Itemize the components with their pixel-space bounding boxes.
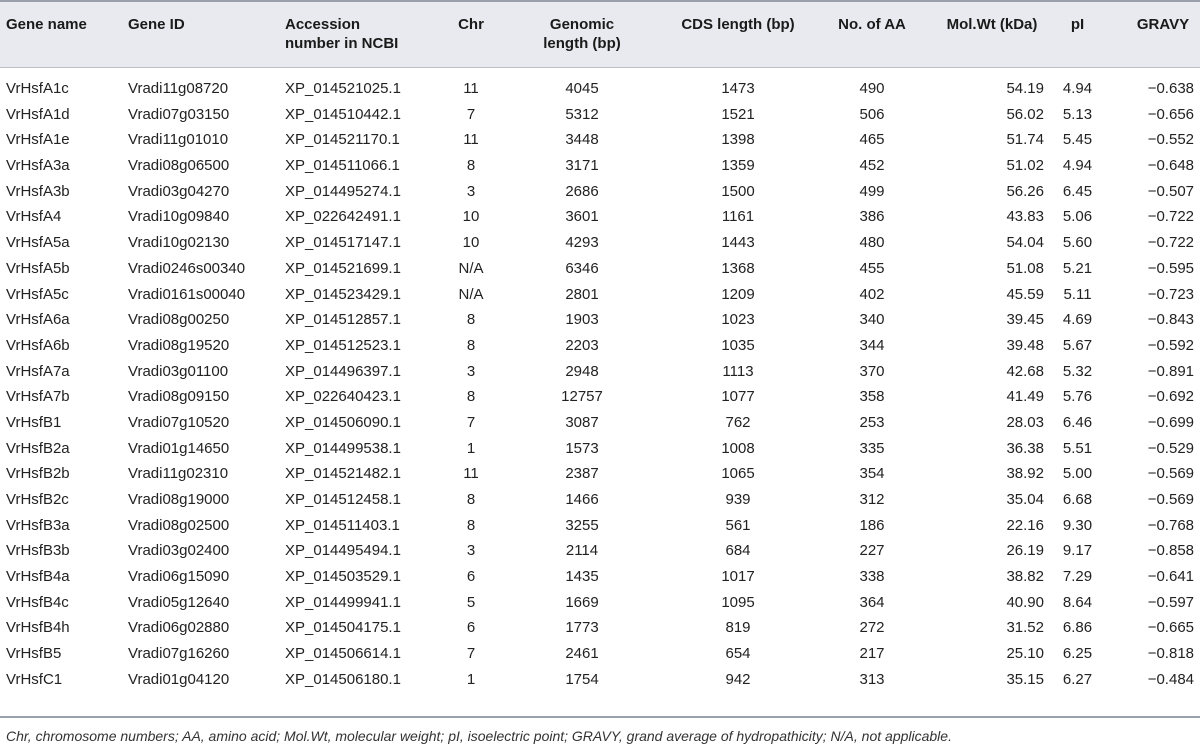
cell-cds-len: 1398	[721, 131, 755, 149]
cell-gravy: −0.768	[1147, 516, 1194, 534]
cell-accession: XP_014495274.1	[285, 182, 401, 200]
cell-no-aa: 490	[859, 80, 885, 97]
cell-cds-len: 1008	[721, 439, 755, 457]
table-bottom-rule	[0, 716, 1200, 718]
cell-gene-name: VrHsfA1c	[6, 80, 69, 97]
table-row	[0, 461, 1200, 487]
cell-chr: 8	[466, 311, 476, 329]
cell-cds-len: 1443	[721, 234, 755, 252]
table-row	[0, 333, 1200, 359]
cell-pi: 6.27	[1062, 670, 1093, 688]
column-header: pI	[1070, 16, 1085, 33]
cell-genomic-len: 3255	[565, 516, 599, 534]
cell-gene-id: Vradi08g09150	[128, 388, 230, 406]
cell-gene-name: VrHsfA7b	[6, 388, 70, 406]
cell-genomic-len: 1435	[565, 568, 599, 586]
cell-cds-len: 1113	[722, 362, 754, 380]
cell-accession: XP_014521699.1	[285, 259, 401, 277]
cell-accession: XP_014495494.1	[285, 542, 401, 560]
cell-pi: 5.51	[1062, 439, 1093, 457]
cell-no-aa: 340	[859, 311, 885, 329]
table-header	[0, 0, 1200, 68]
cell-gravy: −0.818	[1147, 645, 1194, 663]
table-row	[0, 307, 1200, 333]
cell-cds-len: 1359	[721, 157, 755, 175]
cell-pi: 6.86	[1062, 619, 1093, 637]
cell-gene-id: Vradi07g03150	[128, 105, 230, 123]
cell-gene-name: VrHsfA3b	[6, 182, 70, 200]
cell-gravy: −0.722	[1147, 234, 1194, 252]
table-body	[0, 76, 1200, 693]
cell-gravy: −0.648	[1147, 157, 1194, 175]
cell-no-aa: 506	[859, 105, 885, 123]
cell-mol-wt: 54.04	[1006, 234, 1044, 252]
cell-gene-id: Vradi0161s00040	[128, 285, 246, 303]
cell-no-aa: 272	[859, 619, 885, 637]
cell-pi: 5.45	[1062, 131, 1093, 149]
cell-cds-len: 1095	[721, 593, 755, 611]
cell-gene-name: VrHsfA7a	[6, 362, 70, 380]
cell-mol-wt: 22.16	[1006, 516, 1044, 534]
cell-pi: 5.21	[1062, 259, 1093, 277]
cell-gravy: −0.699	[1147, 413, 1194, 431]
cell-chr: 5	[466, 593, 476, 611]
cell-accession: XP_014499941.1	[285, 593, 401, 611]
table-row	[0, 102, 1200, 128]
cell-gravy: −0.569	[1147, 465, 1194, 483]
cell-cds-len: 942	[725, 670, 751, 688]
cell-mol-wt: 31.52	[1006, 619, 1044, 637]
cell-gene-name: VrHsfC1	[6, 670, 63, 688]
cell-gene-name: VrHsfA6a	[6, 311, 70, 329]
cell-no-aa: 344	[859, 336, 885, 354]
cell-pi: 6.25	[1062, 645, 1093, 663]
cell-gene-name: VrHsfA5c	[6, 285, 69, 303]
cell-accession: XP_014499538.1	[285, 439, 401, 457]
table-row	[0, 153, 1200, 179]
cell-pi: 4.94	[1062, 157, 1093, 175]
cell-gene-id: Vradi08g06500	[128, 157, 230, 175]
cell-pi: 6.68	[1062, 491, 1093, 508]
cell-gene-name: VrHsfA1d	[6, 105, 70, 123]
cell-cds-len: 1017	[721, 568, 755, 586]
cell-accession: XP_014496397.1	[285, 362, 401, 380]
cell-mol-wt: 54.19	[1006, 80, 1044, 97]
table-row	[0, 410, 1200, 436]
cell-gene-name: VrHsfB5	[6, 645, 62, 663]
cell-mol-wt: 26.19	[1006, 542, 1044, 560]
cell-no-aa: 358	[859, 388, 885, 406]
cell-cds-len: 561	[725, 516, 751, 534]
cell-genomic-len: 5312	[565, 105, 599, 123]
cell-genomic-len: 4045	[565, 80, 599, 97]
cell-gravy: −0.722	[1147, 208, 1194, 226]
cell-chr: 8	[466, 157, 476, 175]
cell-gravy: −0.656	[1147, 105, 1194, 123]
cell-accession: XP_022642491.1	[285, 208, 401, 226]
cell-gene-name: VrHsfB4c	[6, 593, 69, 611]
cell-mol-wt: 51.08	[1006, 259, 1044, 277]
cell-pi: 7.29	[1062, 568, 1093, 586]
cell-chr: 3	[466, 182, 476, 200]
cell-chr: 11	[463, 131, 479, 149]
cell-gene-name: VrHsfB2b	[6, 465, 70, 483]
cell-gene-name: VrHsfB4a	[6, 568, 70, 586]
cell-no-aa: 364	[859, 593, 885, 611]
column-header: CDS length (bp)	[681, 16, 795, 33]
cell-no-aa: 386	[859, 208, 885, 226]
cell-pi: 4.69	[1062, 311, 1093, 329]
cell-gravy: −0.641	[1147, 568, 1194, 586]
cell-gene-id: Vradi08g19000	[128, 491, 230, 508]
table-row	[0, 564, 1200, 590]
cell-genomic-len: 3601	[565, 208, 599, 226]
column-header: Gene ID	[128, 16, 185, 33]
cell-mol-wt: 36.38	[1006, 439, 1044, 457]
cell-gene-name: VrHsfA1e	[6, 131, 70, 149]
cell-genomic-len: 2801	[565, 285, 599, 303]
cell-gene-id: Vradi07g10520	[128, 413, 230, 431]
cell-genomic-len: 12757	[561, 388, 603, 406]
cell-accession: XP_014523429.1	[285, 285, 401, 303]
cell-genomic-len: 2114	[565, 542, 599, 560]
cell-gravy: −0.665	[1147, 619, 1194, 637]
table-row	[0, 76, 1200, 102]
column-header: GRAVY	[1136, 16, 1190, 33]
cell-gravy: −0.592	[1147, 336, 1194, 354]
cell-accession: XP_014517147.1	[285, 234, 401, 252]
cell-gene-name: VrHsfA5a	[6, 234, 70, 252]
cell-cds-len: 1473	[721, 80, 755, 97]
cell-genomic-len: 1754	[565, 670, 599, 688]
cell-accession: XP_014503529.1	[285, 568, 401, 586]
cell-gene-name: VrHsfB1	[6, 413, 62, 431]
cell-cds-len: 1065	[721, 465, 755, 483]
cell-gene-id: Vradi0246s00340	[128, 259, 246, 277]
cell-gene-name: VrHsfA5b	[6, 259, 70, 277]
cell-chr: 8	[466, 516, 476, 534]
cell-accession: XP_014506090.1	[285, 413, 401, 431]
cell-mol-wt: 39.45	[1006, 311, 1044, 329]
cell-accession: XP_014521025.1	[285, 80, 401, 97]
cell-cds-len: 1500	[721, 182, 755, 200]
cell-gene-id: Vradi06g15090	[128, 568, 230, 586]
cell-genomic-len: 1903	[565, 311, 599, 329]
cell-gene-id: Vradi08g00250	[128, 311, 230, 329]
cell-pi: 5.32	[1062, 362, 1093, 380]
cell-cds-len: 1368	[721, 259, 755, 277]
cell-no-aa: 253	[859, 413, 885, 431]
cell-pi: 8.64	[1062, 593, 1093, 611]
cell-genomic-len: 3087	[565, 413, 599, 431]
cell-chr: 6	[466, 568, 476, 586]
cell-gene-name: VrHsfA6b	[6, 336, 70, 354]
cell-cds-len: 762	[725, 413, 751, 431]
cell-accession: XP_014521170.1	[285, 131, 400, 149]
table-row	[0, 487, 1200, 513]
cell-mol-wt: 43.83	[1006, 208, 1044, 226]
cell-no-aa: 499	[859, 182, 885, 200]
cell-gene-id: Vradi11g08720	[128, 80, 229, 97]
cell-gene-name: VrHsfB3a	[6, 516, 70, 534]
cell-mol-wt: 51.74	[1006, 131, 1044, 149]
cell-accession: XP_022640423.1	[285, 388, 401, 406]
column-header: No. of AA	[838, 16, 906, 33]
cell-accession: XP_014506180.1	[285, 670, 401, 688]
cell-cds-len: 1209	[721, 285, 755, 303]
cell-chr: 10	[462, 208, 480, 226]
cell-genomic-len: 2461	[565, 645, 599, 663]
cell-genomic-len: 2203	[565, 336, 599, 354]
cell-gravy: −0.552	[1147, 131, 1194, 149]
cell-gravy: −0.484	[1147, 670, 1194, 688]
table-row	[0, 179, 1200, 205]
cell-accession: XP_014506614.1	[285, 645, 401, 663]
cell-gene-id: Vradi01g04120	[128, 670, 230, 688]
table-row	[0, 256, 1200, 282]
table-row	[0, 204, 1200, 230]
cell-pi: 4.94	[1062, 80, 1093, 97]
cell-chr: 7	[466, 645, 476, 663]
cell-accession: XP_014504175.1	[285, 619, 401, 637]
cell-gene-id: Vradi10g02130	[128, 234, 230, 252]
cell-accession: XP_014512523.1	[285, 336, 401, 354]
cell-cds-len: 819	[725, 619, 751, 637]
cell-mol-wt: 41.49	[1006, 388, 1044, 406]
cell-pi: 5.13	[1062, 105, 1093, 123]
cell-pi: 6.45	[1062, 182, 1093, 200]
cell-mol-wt: 28.03	[1006, 413, 1044, 431]
cell-mol-wt: 56.02	[1006, 105, 1044, 123]
cell-gene-name: VrHsfA4	[6, 208, 62, 226]
cell-mol-wt: 39.48	[1006, 336, 1044, 354]
cell-mol-wt: 35.15	[1006, 670, 1044, 688]
cell-gene-id: Vradi01g14650	[128, 439, 230, 457]
cell-pi: 6.46	[1062, 413, 1093, 431]
column-header: Genomic length (bp)	[543, 16, 621, 52]
cell-chr: 8	[466, 388, 476, 406]
table-row	[0, 615, 1200, 641]
cell-pi: 9.30	[1062, 516, 1093, 534]
cell-gene-id: Vradi05g12640	[128, 593, 230, 611]
cell-mol-wt: 51.02	[1006, 157, 1044, 175]
cell-pi: 5.00	[1062, 465, 1093, 483]
cell-gravy: −0.723	[1147, 285, 1194, 303]
cell-no-aa: 354	[859, 465, 885, 483]
cell-no-aa: 480	[859, 234, 885, 252]
cell-gene-id: Vradi08g19520	[128, 336, 230, 354]
cell-gene-id: Vradi06g02880	[128, 619, 230, 637]
cell-chr: 11	[463, 80, 479, 97]
cell-accession: XP_014512857.1	[285, 311, 401, 329]
cell-chr: 3	[466, 542, 476, 560]
table-row	[0, 230, 1200, 256]
cell-gene-id: Vradi11g01010	[128, 131, 229, 149]
cell-gene-id: Vradi10g09840	[128, 208, 230, 226]
cell-genomic-len: 3171	[565, 157, 599, 175]
cell-chr: 8	[466, 491, 476, 508]
column-header: Mol.Wt (kDa)	[946, 16, 1038, 33]
cell-chr: N/A	[458, 285, 484, 303]
cell-genomic-len: 1466	[565, 491, 599, 508]
cell-chr: 6	[466, 619, 476, 637]
cell-cds-len: 1023	[721, 311, 755, 329]
cell-gravy: −0.529	[1147, 439, 1194, 457]
cell-gene-name: VrHsfB3b	[6, 542, 70, 560]
cell-mol-wt: 42.68	[1006, 362, 1044, 380]
cell-chr: 7	[466, 105, 476, 123]
cell-chr: 8	[466, 336, 476, 354]
table-row	[0, 590, 1200, 616]
cell-gravy: −0.858	[1147, 542, 1194, 560]
cell-gravy: −0.595	[1147, 259, 1194, 277]
cell-pi: 9.17	[1062, 542, 1093, 560]
cell-no-aa: 338	[859, 568, 885, 586]
cell-cds-len: 1077	[721, 388, 755, 406]
cell-mol-wt: 25.10	[1006, 645, 1044, 663]
table-row	[0, 127, 1200, 153]
column-header: Gene name	[6, 16, 87, 33]
table-row	[0, 359, 1200, 385]
cell-pi: 5.67	[1062, 336, 1093, 354]
table-row	[0, 282, 1200, 308]
cell-chr: 1	[466, 439, 476, 457]
cell-cds-len: 654	[725, 645, 751, 663]
cell-gravy: −0.638	[1147, 80, 1194, 97]
cell-mol-wt: 35.04	[1006, 491, 1044, 508]
cell-gravy: −0.843	[1147, 311, 1194, 329]
cell-genomic-len: 3448	[565, 131, 599, 149]
cell-no-aa: 227	[859, 542, 885, 560]
cell-no-aa: 313	[859, 670, 885, 688]
cell-mol-wt: 40.90	[1006, 593, 1044, 611]
cell-accession: XP_014511066.1	[285, 157, 400, 175]
cell-pi: 5.60	[1062, 234, 1093, 252]
cell-cds-len: 1161	[721, 208, 755, 226]
cell-gravy: −0.569	[1147, 491, 1194, 508]
cell-gene-id: Vradi11g02310	[128, 465, 229, 483]
cell-genomic-len: 1573	[565, 439, 599, 457]
cell-genomic-len: 2387	[565, 465, 599, 483]
cell-no-aa: 370	[859, 362, 885, 380]
cell-gravy: −0.597	[1147, 593, 1194, 611]
cell-pi: 5.76	[1062, 388, 1093, 406]
cell-genomic-len: 1669	[565, 593, 599, 611]
cell-no-aa: 465	[859, 131, 885, 149]
table-row	[0, 436, 1200, 462]
cell-chr: 11	[463, 465, 479, 483]
cell-pi: 5.11	[1063, 285, 1092, 303]
cell-genomic-len: 6346	[565, 259, 599, 277]
table-row	[0, 641, 1200, 667]
cell-gene-id: Vradi03g01100	[128, 362, 229, 380]
table-footnote: Chr, chromosome numbers; AA, amino acid; Mol.Wt, molecular weight; pI, isoelectric point; GRAVY, grand average of hydropathicity; N/A, not applicable.	[6, 728, 952, 744]
cell-gene-id: Vradi03g02400	[128, 542, 230, 560]
cell-chr: N/A	[458, 259, 484, 277]
column-header: Chr	[458, 16, 484, 33]
cell-no-aa: 312	[859, 491, 885, 508]
cell-gene-name: VrHsfB2c	[6, 491, 69, 508]
table-row	[0, 513, 1200, 539]
cell-accession: XP_014512458.1	[285, 491, 401, 508]
cell-gene-id: Vradi08g02500	[128, 516, 230, 534]
cell-mol-wt: 38.92	[1006, 465, 1044, 483]
cell-cds-len: 684	[725, 542, 751, 560]
cell-gene-id: Vradi03g04270	[128, 182, 230, 200]
cell-accession: XP_014510442.1	[285, 105, 401, 123]
cell-gene-id: Vradi07g16260	[128, 645, 230, 663]
cell-mol-wt: 56.26	[1006, 182, 1044, 200]
cell-gene-name: VrHsfB2a	[6, 439, 70, 457]
cell-chr: 3	[466, 362, 476, 380]
cell-chr: 1	[466, 670, 476, 688]
cell-no-aa: 402	[859, 285, 885, 303]
cell-accession: XP_014521482.1	[285, 465, 401, 483]
table-row	[0, 667, 1200, 693]
table-row	[0, 384, 1200, 410]
cell-genomic-len: 1773	[565, 619, 599, 637]
cell-gene-name: VrHsfB4h	[6, 619, 70, 637]
cell-gravy: −0.507	[1147, 182, 1194, 200]
cell-chr: 7	[466, 413, 476, 431]
cell-mol-wt: 45.59	[1006, 285, 1044, 303]
cell-pi: 5.06	[1062, 208, 1093, 226]
cell-no-aa: 186	[859, 516, 885, 534]
cell-genomic-len: 2686	[565, 182, 599, 200]
cell-mol-wt: 38.82	[1006, 568, 1044, 586]
cell-accession: XP_014511403.1	[285, 516, 400, 534]
cell-gravy: −0.692	[1147, 388, 1194, 406]
cell-chr: 10	[462, 234, 480, 252]
cell-gravy: −0.891	[1147, 362, 1194, 380]
cell-genomic-len: 4293	[565, 234, 599, 252]
table-row	[0, 538, 1200, 564]
cell-no-aa: 217	[859, 645, 885, 663]
cell-cds-len: 939	[725, 491, 751, 508]
cell-gene-name: VrHsfA3a	[6, 157, 70, 175]
cell-no-aa: 452	[859, 157, 885, 175]
cell-cds-len: 1035	[721, 336, 755, 354]
cell-genomic-len: 2948	[565, 362, 599, 380]
cell-no-aa: 335	[859, 439, 885, 457]
column-header: Accession number in NCBI	[285, 16, 399, 52]
cell-no-aa: 455	[859, 259, 885, 277]
cell-cds-len: 1521	[721, 105, 755, 123]
